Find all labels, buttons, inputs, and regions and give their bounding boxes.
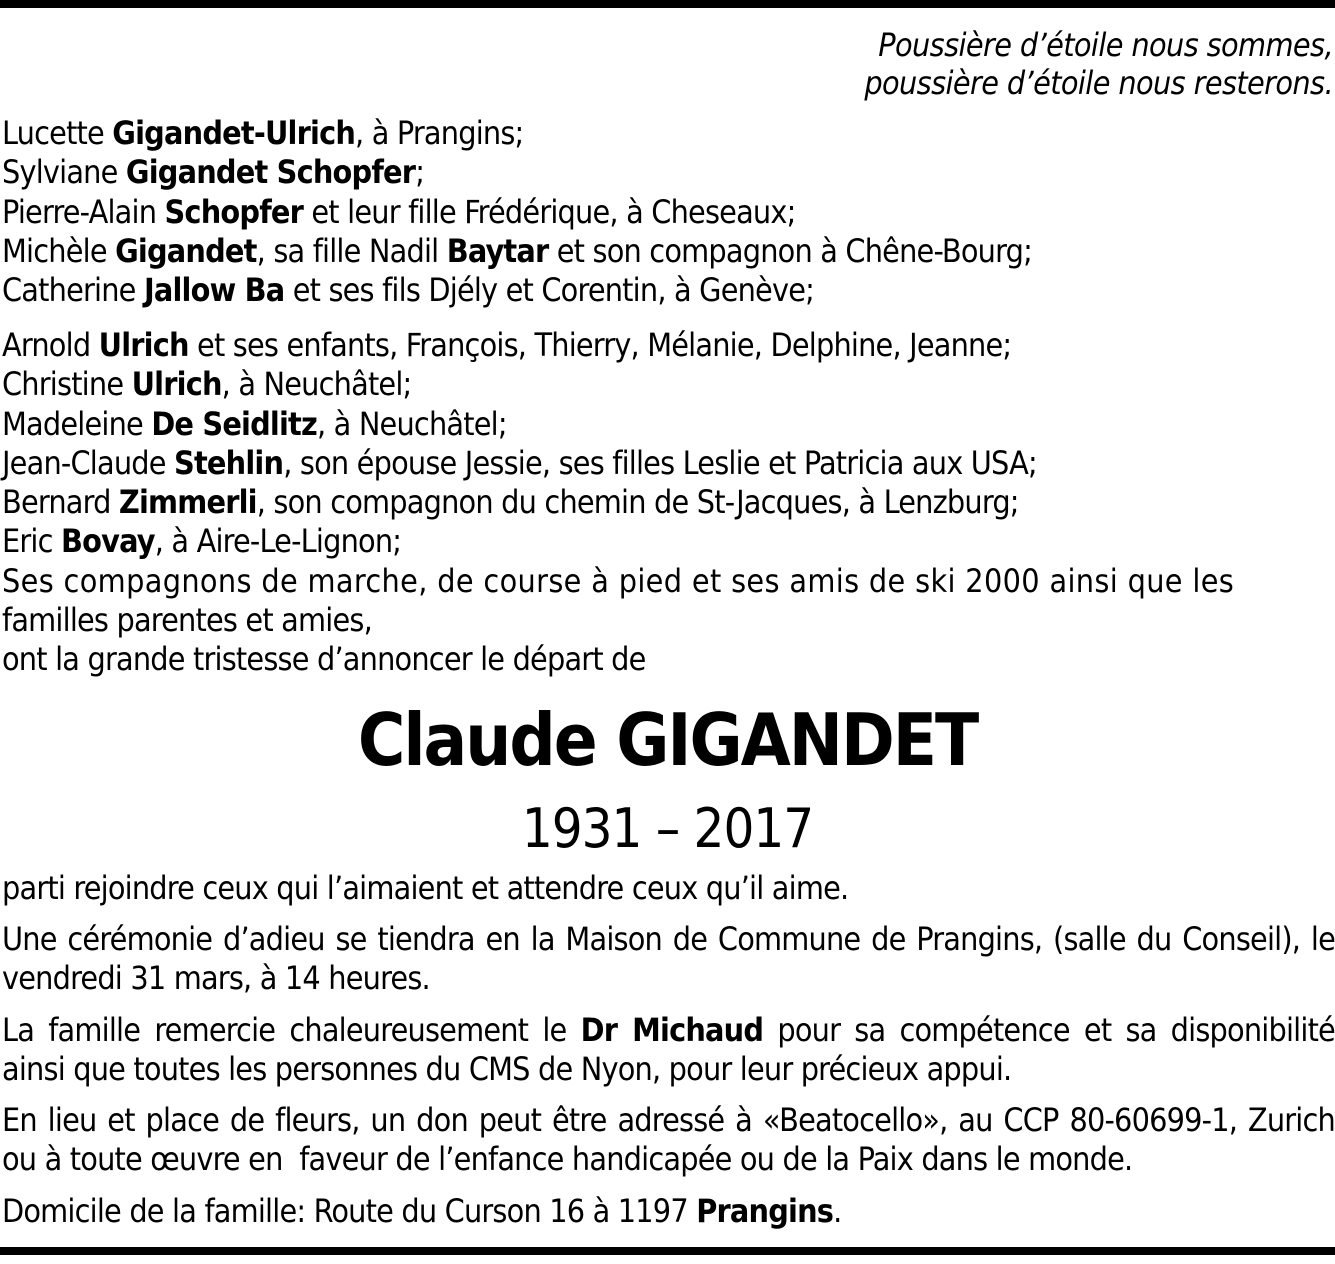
family-name: Ulrich	[98, 326, 189, 364]
family-name: Gigandet	[115, 231, 257, 270]
thanks-paragraph	[2, 1011, 1335, 1088]
line-rest: , son épouse Jessie, ses filles Leslie et Patricia aux USA;	[283, 443, 1037, 482]
bottom-rule	[0, 1247, 1335, 1255]
epigraph-line-2: poussière d’étoile nous resterons.	[864, 64, 1333, 102]
family-name: Stehlin	[174, 443, 284, 482]
first-name: Arnold	[2, 326, 99, 364]
ceremony-paragraph: Une cérémonie d’adieu se tiendra en la Maison de Commune de Prangins, (salle du Conseil), le vendredi 31 mars, à 14 heures.	[2, 920, 1335, 997]
family-line	[2, 232, 1335, 271]
rejoin-paragraph: parti rejoindre ceux qui l’aimaient et attendre ceux qu’il aime.	[2, 869, 849, 907]
thanks-text: La famille remercie chaleureusement le	[2, 1011, 581, 1049]
companions-line: familles parentes et amies,	[2, 601, 372, 640]
family-name: Schopfer	[164, 192, 304, 231]
family-line	[2, 114, 1335, 153]
friend-line	[2, 444, 1335, 483]
deceased-name: Claude GIGANDET	[357, 698, 978, 782]
first-name: Bernard	[2, 483, 119, 522]
companions-line: Ses compagnons de marche, de course à pied et ses amis de ski 2000 ainsi que les	[2, 561, 1235, 600]
line-rest: ;	[415, 153, 425, 192]
line-rest: , sa fille Nadil	[256, 231, 447, 270]
domicile-text: Domicile de la famille: Route du Curson 16 à 1197	[2, 1192, 697, 1230]
family-name: Bovay	[61, 522, 155, 561]
first-name: Lucette	[2, 114, 113, 152]
line-rest: , à Prangins;	[355, 114, 524, 152]
line-rest: , à Neuchâtel;	[221, 365, 412, 404]
family-name: Gigandet Schopfer	[125, 153, 416, 192]
family-line	[2, 153, 1335, 192]
family-line	[2, 193, 1335, 232]
line-rest: , son compagnon du chemin de St-Jacques, à Lenzburg;	[256, 483, 1019, 522]
thanks-text: pour sa compétence et sa disponibilité ainsi que toutes les personnes du CMS de Nyon, pour leur précieux appui.	[2, 1011, 1335, 1088]
friend-line	[2, 326, 1335, 365]
first-name: Jean-Claude	[2, 443, 175, 482]
line-rest: , à Aire-Le-Lignon;	[154, 522, 402, 561]
family-line	[2, 271, 1335, 310]
friend-line	[2, 365, 1335, 404]
first-name: Catherine	[2, 271, 144, 310]
family-name: Ulrich	[131, 365, 222, 404]
domicile-place: Prangins	[696, 1192, 834, 1230]
top-rule	[0, 0, 1335, 8]
line-rest: , à Neuchâtel;	[316, 404, 507, 443]
donation-paragraph: En lieu et place de fleurs, un don peut être adressé à «Beatocello», au CCP 80-60699-1, Zurich ou à toute œuvre en faveur de l’enfance handicapée ou de la Paix dans le monde.	[2, 1101, 1335, 1178]
first-name: Sylviane	[2, 153, 126, 192]
friend-line	[2, 405, 1335, 444]
domicile-text: .	[833, 1192, 842, 1230]
first-name: Michèle	[2, 231, 116, 270]
family-name: Gigandet-Ulrich	[112, 114, 356, 152]
epigraph	[864, 26, 1333, 102]
family-name: Baytar	[446, 231, 549, 270]
family-name: Jallow Ba	[143, 271, 285, 310]
friend-line	[2, 483, 1335, 522]
first-name: Eric	[2, 522, 61, 561]
doctor-name: Dr Michaud	[580, 1011, 764, 1049]
line-rest: et ses enfants, François, Thierry, Mélanie, Delphine, Jeanne;	[188, 326, 1012, 364]
line-rest: et son compagnon à Chêne-Bourg;	[548, 231, 1032, 270]
deceased-years: 1931 – 2017	[521, 797, 814, 860]
first-name: Pierre-Alain	[2, 192, 165, 231]
family-name: De Seidlitz	[151, 404, 317, 443]
line-rest: et ses fils Djély et Corentin, à Genève;	[284, 271, 815, 310]
family-name: Zimmerli	[118, 483, 257, 522]
friends-list	[2, 326, 1335, 680]
friend-line	[2, 522, 1335, 561]
domicile-paragraph	[2, 1192, 1335, 1231]
epigraph-line-1: Poussière d’étoile nous sommes,	[878, 26, 1333, 64]
first-name: Madeleine	[2, 404, 152, 443]
announcement-line: ont la grande tristesse d’annoncer le départ de	[2, 640, 646, 679]
family-list	[2, 114, 1335, 310]
first-name: Christine	[2, 365, 132, 404]
line-rest: et leur fille Frédérique, à Cheseaux;	[303, 192, 796, 231]
